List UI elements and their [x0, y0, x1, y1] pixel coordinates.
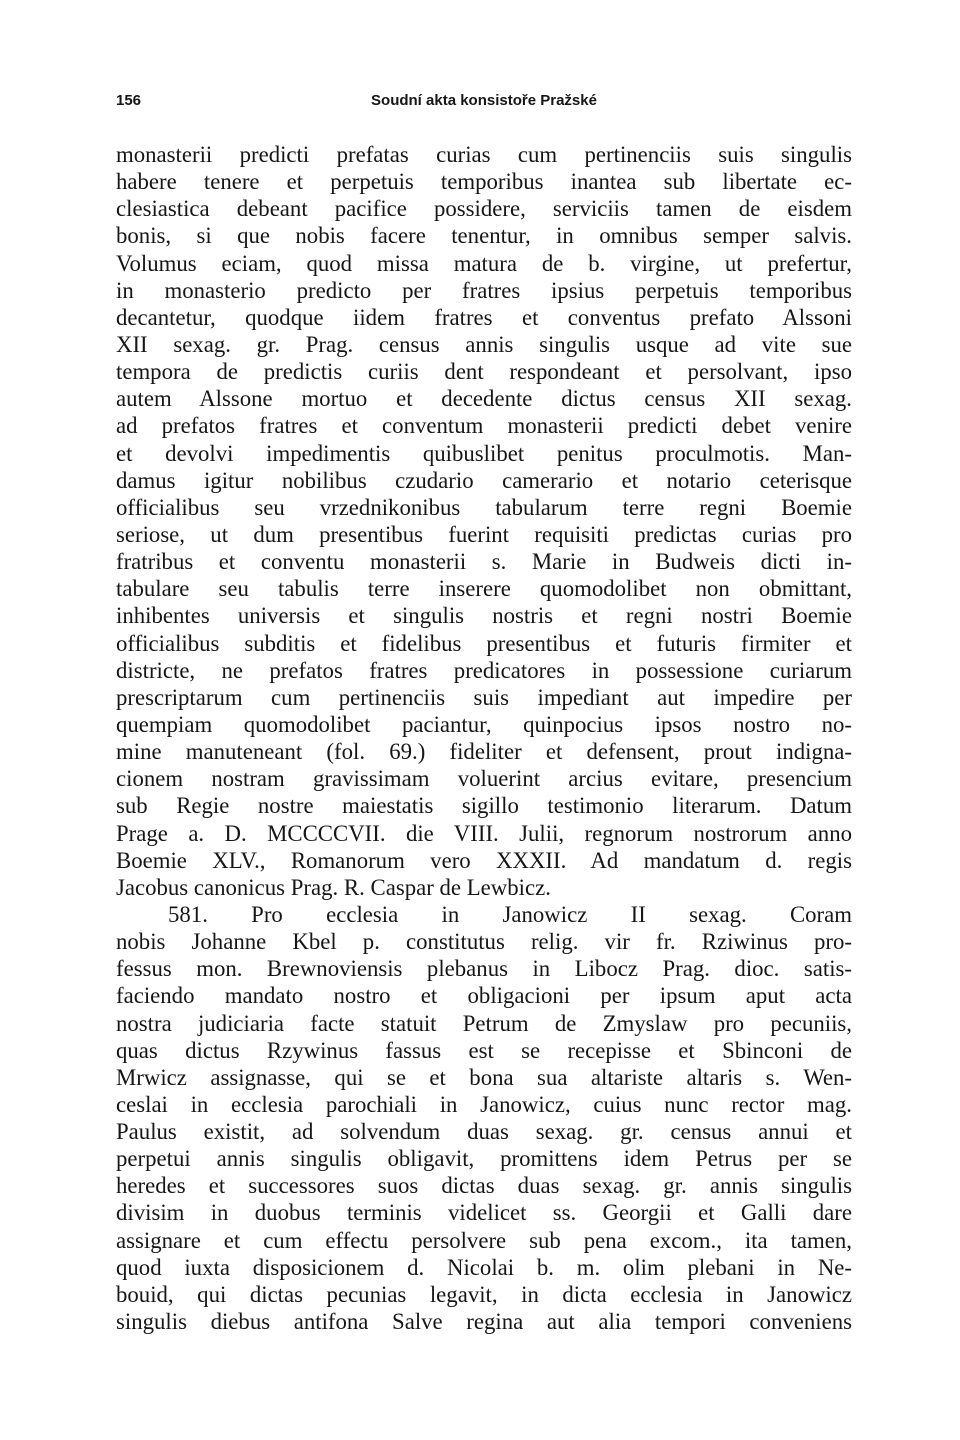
text-line: sub Regie nostre maiestatis sigillo testimonio literarum. Datum [116, 793, 852, 819]
running-title: Soudní akta konsistoře Pražské [371, 92, 597, 109]
text-line: districte, ne prefatos fratres predicatores in possessione curiarum [116, 657, 852, 683]
text-line: Boemie XLV., Romanorum vero XXXII. Ad mandatum d. regis [116, 847, 852, 873]
page-header [116, 92, 852, 112]
text-line: tempora de predictis curiis dent respondeant et persolvant, ipso [116, 359, 852, 385]
text-line: et devolvi impedimentis quibuslibet penitus proculmotis. Man- [116, 440, 852, 466]
text-line: quod iuxta disposicionem d. Nicolai b. m. olim plebani in Ne- [116, 1254, 852, 1280]
text-line: cionem nostram gravissimam voluerint arcius evitare, presencium [116, 766, 852, 792]
text-line: officialibus subditis et fidelibus presentibus et futuris firmiter et [116, 630, 852, 656]
text-line: nostra judiciaria facte statuit Petrum de Zmyslaw pro pecuniis, [116, 1010, 852, 1036]
entry-heading-line: 581. Pro ecclesia in Janowicz II sexag. Coram [168, 901, 852, 927]
text-line: Volumus eciam, quod missa matura de b. virgine, ut prefertur, [116, 250, 852, 276]
text-line: Paulus existit, ad solvendum duas sexag. gr. census annui et [116, 1119, 852, 1145]
text-line: singulis diebus antifona Salve regina aut alia tempori conveniens [116, 1309, 852, 1335]
text-line: faciendo mandato nostro et obligacioni per ipsum aput acta [116, 983, 852, 1009]
text-line: XII sexag. gr. Prag. census annis singulis usque ad vite sue [116, 331, 852, 357]
text-line: in monasterio predicto per fratres ipsius perpetuis temporibus [116, 277, 852, 303]
text-line: monasterii predicti prefatas curias cum pertinenciis suis singulis [116, 142, 852, 167]
text-line: bouid, qui dictas pecunias legavit, in dicta ecclesia in Janowicz [116, 1281, 852, 1307]
text-line: autem Alssone mortuo et decedente dictus census XII sexag. [116, 386, 852, 412]
text-line: ad prefatos fratres et conventum monasterii predicti debet venire [116, 413, 852, 439]
text-line: seriose, ut dum presentibus fuerint requisiti predictas curias pro [116, 521, 852, 547]
text-line: decantetur, quodque iidem fratres et conventus prefato Alssoni [116, 304, 852, 330]
text-line: fessus mon. Brewnoviensis plebanus in Libocz Prag. dioc. satis- [116, 956, 852, 982]
text-line: divisim in duobus terminis videlicet ss. Georgii et Galli dare [116, 1200, 852, 1226]
text-line: tabulare seu tabulis terre inserere quomodolibet non obmittant, [116, 576, 852, 602]
text-line: heredes et successores suos dictas duas sexag. gr. annis singulis [116, 1173, 852, 1199]
text-line: fratribus et conventu monasterii s. Marie in Budweis dicti in- [116, 549, 852, 575]
text-line: perpetui annis singulis obligavit, promittens idem Petrus per se [116, 1146, 852, 1172]
text-line: quempiam quomodolibet paciantur, quinpocius ipsos nostro no- [116, 711, 852, 737]
text-line: damus igitur nobilibus czudario camerario et notario ceterisque [116, 467, 852, 493]
text-line: clesiastica debeant pacifice possidere, serviciis tamen de eisdem [116, 196, 852, 222]
text-line: bonis, si que nobis facere tenentur, in omnibus semper salvis. [116, 223, 852, 249]
text-line: habere tenere et perpetuis temporibus inantea sub libertate ec- [116, 169, 852, 195]
text-line: inhibentes universis et singulis nostris et regni nostri Boemie [116, 603, 852, 629]
text-line: officialibus seu vrzednikonibus tabularum terre regni Boemie [116, 494, 852, 520]
text-line: quas dictus Rzywinus fassus est se recepisse et Sbinconi de [116, 1037, 852, 1063]
text-line: nobis Johanne Kbel p. constitutus relig. vir fr. Rziwinus pro- [116, 929, 852, 955]
text-line: assignare et cum effectu persolvere sub pena excom., ita tamen, [116, 1227, 852, 1253]
text-line: Prage a. D. MCCCCVII. die VIII. Julii, regnorum nostrorum anno [116, 820, 852, 846]
document-body [116, 141, 852, 1335]
text-line: mine manuteneant (fol. 69.) fideliter et defensent, prout indigna- [116, 739, 852, 765]
page-number: 156 [116, 92, 142, 109]
text-line: prescriptarum cum pertinenciis suis impediant aut impedire per [116, 684, 852, 710]
text-line: Jacobus canonicus Prag. R. Caspar de Lewbicz. [116, 874, 551, 900]
text-line: ceslai in ecclesia parochiali in Janowicz, cuius nunc rector mag. [116, 1091, 852, 1117]
text-line: Mrwicz assignasse, qui se et bona sua altariste altaris s. Wen- [116, 1064, 852, 1090]
